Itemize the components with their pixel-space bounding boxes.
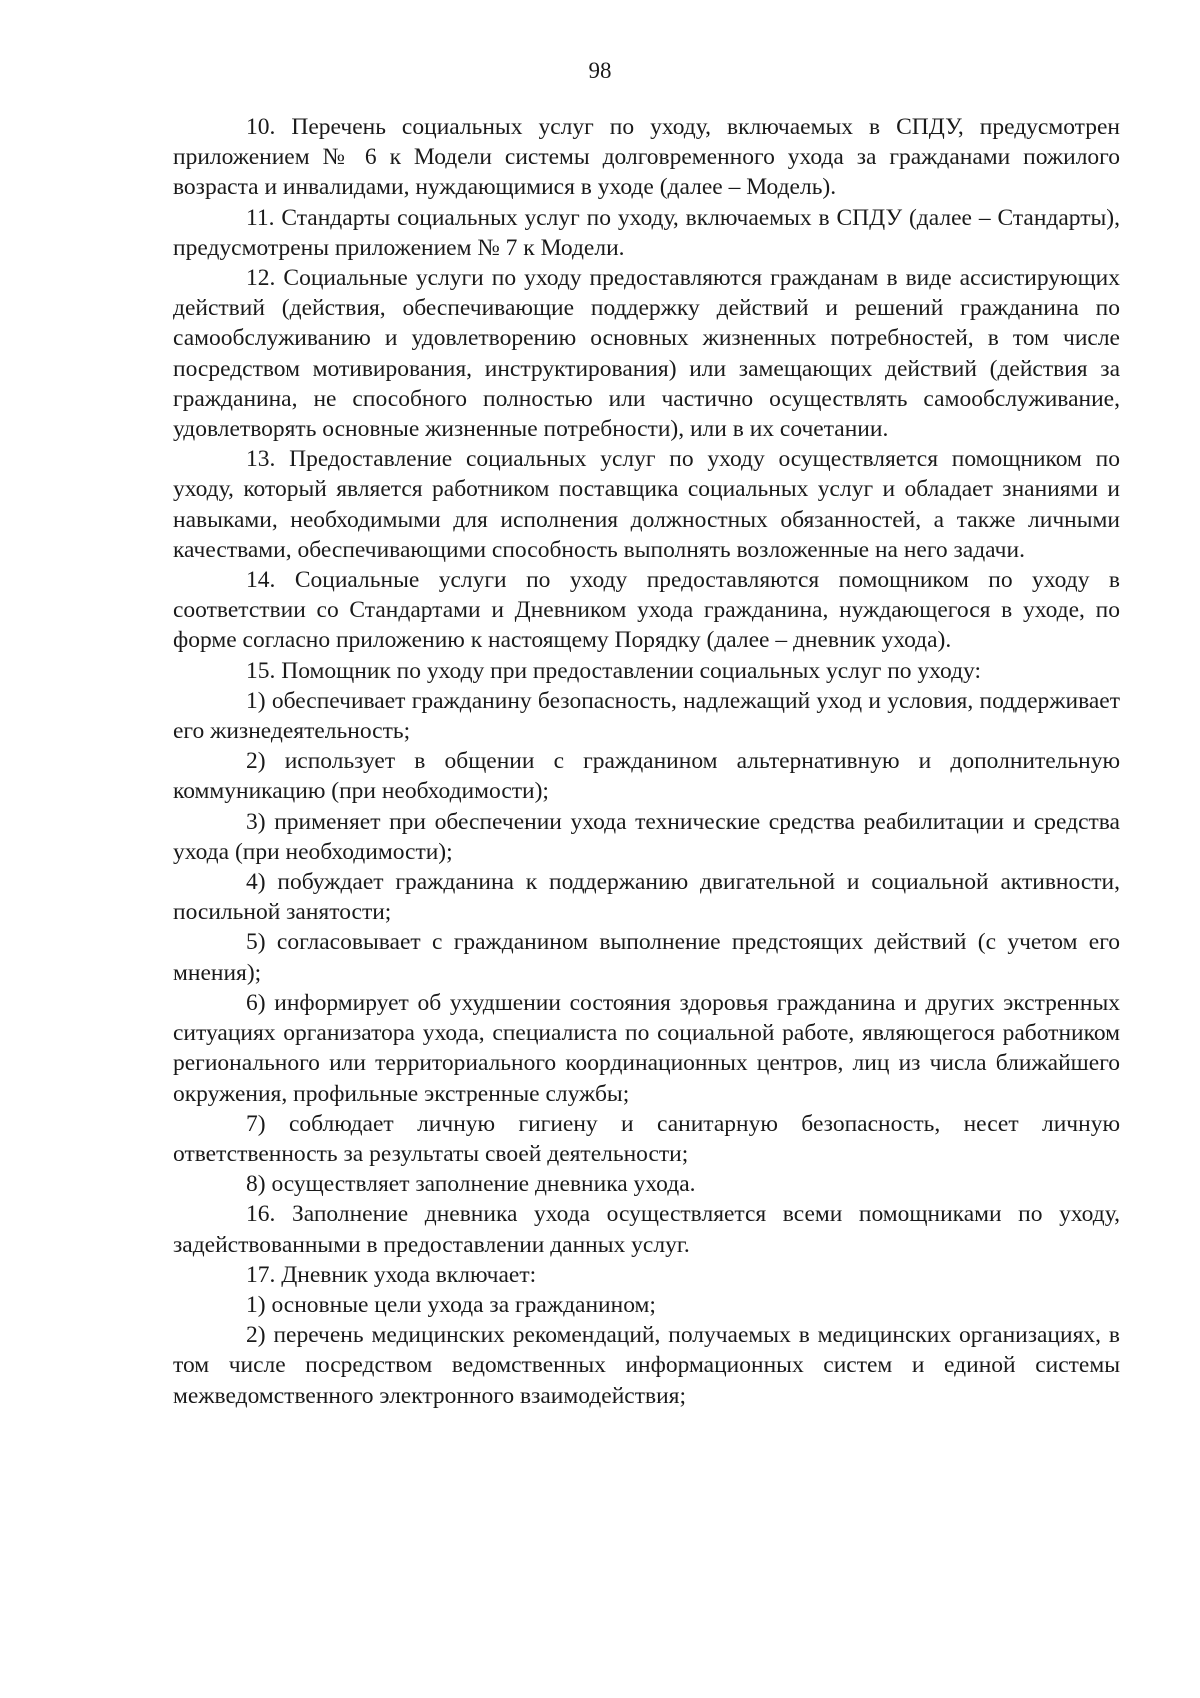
paragraph-16: 16. Заполнение дневника ухода осуществляется всеми помощниками по уходу, задействованными в предоставлении данных услуг.: [173, 1201, 1120, 1258]
paragraph-10: 10. Перечень социальных услуг по уходу, включаемых в СПДУ, предусмотрен приложением № 6 к Модели системы долговременного ухода за гражданами пожилого возраста и инвалидами, нуждающимися в уходе (далее – Модель).: [173, 114, 1120, 201]
list-item-15-6: 6) информирует об ухудшении состояния здоровья гражданина и других экстренных ситуациях организатора ухода, специалиста по социальной работе, являющегося работником регионального или территориального координационных центров, лиц из числа ближайшего окружения, профильные экстренные службы;: [173, 989, 1120, 1107]
list-item-15-4: 4) побуждает гражданина к поддержанию двигательной и социальной активности, посильной занятости;: [173, 869, 1120, 926]
list-item-15-5: 5) согласовывает с гражданином выполнение предстоящих действий (с учетом его мнения);: [173, 929, 1120, 986]
paragraph-15: 15. Помощник по уходу при предоставлении социальных услуг по уходу:: [246, 657, 982, 684]
list-item-15-7: 7) соблюдает личную гигиену и санитарную безопасность, несет личную ответственность за результаты своей деятельности;: [173, 1110, 1120, 1167]
list-item-15-2: 2) использует в общении с гражданином альтернативную и дополнительную коммуникацию (при необходимости);: [173, 748, 1120, 805]
paragraph-14: 14. Социальные услуги по уходу предоставляются помощником по уходу в соответствии со Стандартами и Дневником ухода гражданина, нуждающегося в уходе, по форме согласно приложению к настоящему Порядку (далее – дневник ухода).: [173, 567, 1120, 654]
paragraph-11: 11. Стандарты социальных услуг по уходу, включаемых в СПДУ (далее – Стандарты), предусмотрены приложением № 7 к Модели.: [173, 204, 1120, 261]
paragraph-13: 13. Предоставление социальных услуг по уходу осуществляется помощником по уходу, который является работником поставщика социальных услуг и обладает знаниями и навыками, необходимыми для исполнения должностных обязанностей, а также личными качествами, обеспечивающими способность выполнять возложенные на него задачи.: [173, 446, 1120, 563]
paragraph-17: 17. Дневник ухода включает:: [246, 1261, 537, 1288]
list-item-15-8: 8) осуществляет заполнение дневника ухода.: [246, 1171, 696, 1198]
paragraph-12: 12. Социальные услуги по уходу предоставляются гражданам в виде ассистирующих действий (действия, обеспечивающие поддержку действий и решений гражданина по самообслуживанию и удовлетворению основных жизненных потребностей, в том числе посредством мотивирования, инструктирования) или замещающих действий (действия за гражданина, не способного полностью или частично осуществлять самообслуживание, удовлетворять основные жизненные потребности), или в их сочетании.: [173, 265, 1120, 443]
list-item-15-1: 1) обеспечивает гражданину безопасность, надлежащий уход и условия, поддерживает его жизнедеятельность;: [173, 687, 1120, 745]
list-item-17-2: 2) перечень медицинских рекомендаций, получаемых в медицинских организациях, в том числе посредством ведомственных информационных систем и единой системы межведомственного электронного взаимодействия;: [173, 1322, 1120, 1409]
list-item-15-3: 3) применяет при обеспечении ухода технические средства реабилитации и средства ухода (при необходимости);: [173, 808, 1120, 865]
list-item-17-1: 1) основные цели ухода за гражданином;: [246, 1291, 656, 1318]
page-number: 98: [588, 58, 612, 83]
document-body: [173, 112, 1120, 1411]
